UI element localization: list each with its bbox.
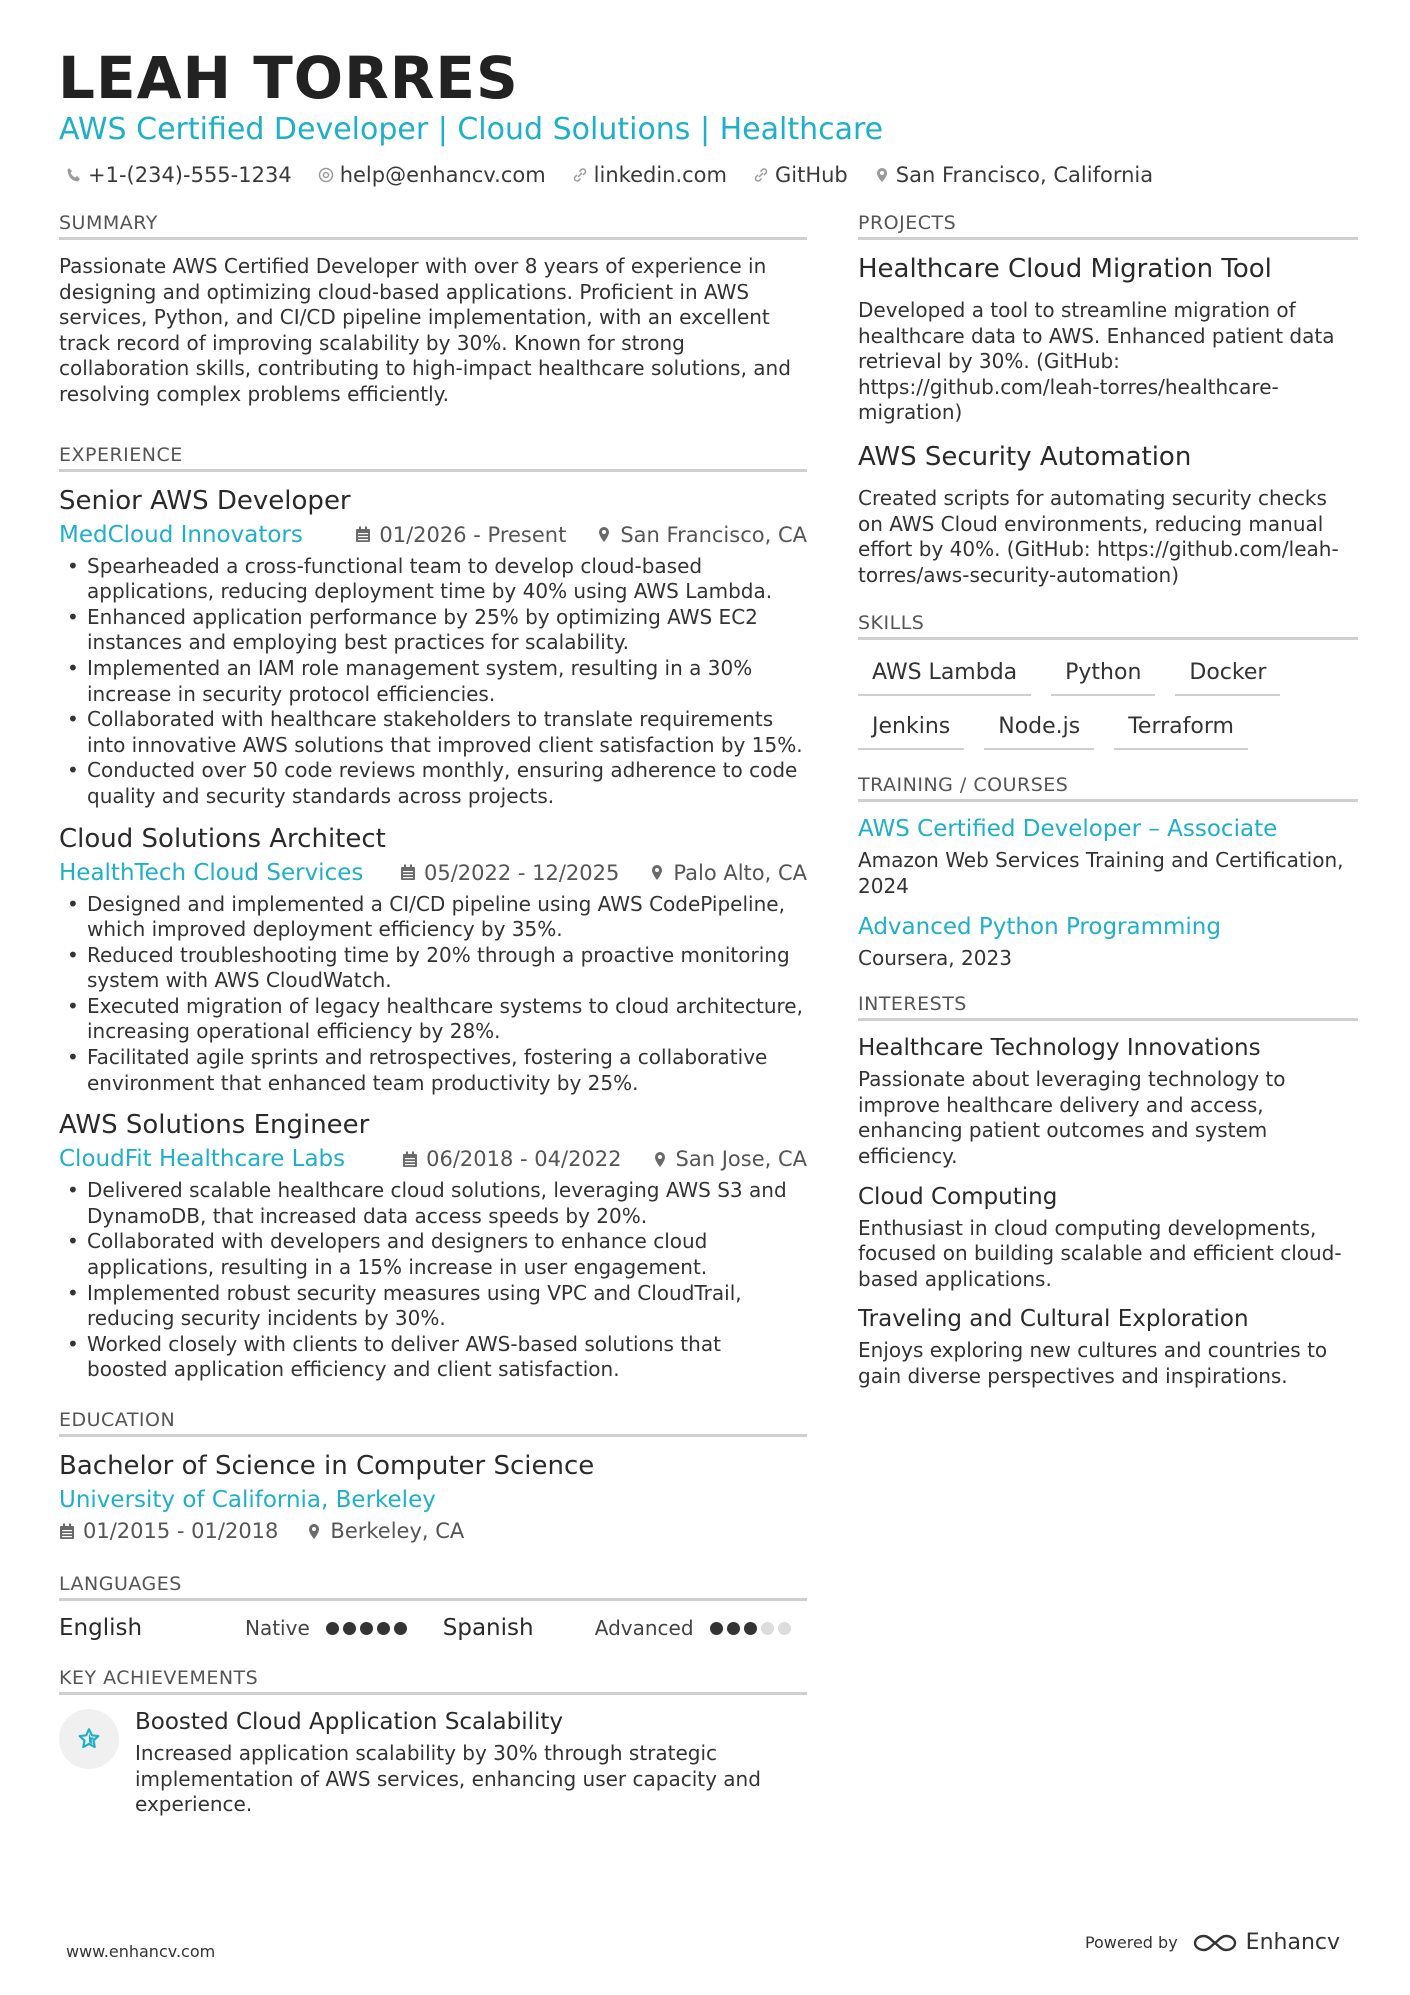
language-rating bbox=[710, 1622, 791, 1635]
job-company: HealthTech Cloud Services bbox=[59, 859, 364, 886]
location-icon bbox=[596, 526, 612, 543]
job-bullets bbox=[59, 1178, 807, 1383]
contact-linkedin-text: linkedin.com bbox=[593, 163, 727, 187]
contact-location bbox=[874, 163, 1153, 187]
job-bullet: • Worked closely with clients to deliver AWS-based solutions that boosted application efficiency and client satisfaction. bbox=[59, 1332, 807, 1383]
interest-text: Passionate about leveraging technology to improve healthcare delivery and access, enhancing patient outcomes and system efficiency. bbox=[858, 1067, 1286, 1168]
summary-heading: SUMMARY bbox=[59, 212, 807, 240]
language-level: Advanced bbox=[594, 1616, 694, 1640]
job-bullet: • Spearheaded a cross-functional team to develop cloud-based applications, reducing deployment time by 40% using AWS Lambda. bbox=[59, 554, 807, 605]
footer-branding bbox=[1085, 1930, 1340, 1955]
job-bullet: • Collaborated with developers and designers to enhance cloud applications, resulting in a 15% increase in user engagement. bbox=[59, 1229, 807, 1280]
job-bullet: • Executed migration of legacy healthcare systems to cloud architecture, increasing operational efficiency by 28%. bbox=[59, 994, 807, 1045]
rating-dot-empty bbox=[778, 1622, 791, 1635]
project-text: Developed a tool to streamline migration of healthcare data to AWS. Enhanced patient data retrieval by 30%. (GitHub: https://github.com/leah-torres/healthcare-migration) bbox=[858, 298, 1335, 425]
projects-heading: PROJECTS bbox=[858, 212, 1358, 240]
project-item bbox=[858, 442, 1358, 588]
job-dates-text: 06/2018 - 04/2022 bbox=[426, 1147, 622, 1172]
job-bullet: • Designed and implemented a CI/CD pipeline using AWS CodePipeline, which improved deployment efficiency by 35%. bbox=[59, 892, 807, 943]
contact-phone-text: +1-(234)-555-1234 bbox=[88, 163, 292, 187]
at-icon bbox=[318, 167, 334, 183]
education-location bbox=[306, 1519, 464, 1543]
contact-linkedin[interactable] bbox=[572, 163, 727, 187]
contact-email-text: help@enhancv.com bbox=[339, 163, 546, 187]
enhancv-logo-icon bbox=[1192, 1932, 1238, 1954]
job-location bbox=[652, 1147, 807, 1171]
job-dates bbox=[355, 523, 566, 547]
education-heading: EDUCATION bbox=[59, 1409, 807, 1437]
achievements-section bbox=[59, 1667, 807, 1818]
interest-title: Healthcare Technology Innovations bbox=[858, 1035, 1261, 1062]
job-bullet: • Delivered scalable healthcare cloud solutions, leveraging AWS S3 and DynamoDB, that increased data access speeds by 20%. bbox=[59, 1178, 807, 1229]
interest-item bbox=[858, 1306, 1358, 1389]
rating-dot-empty bbox=[761, 1622, 774, 1635]
job-location bbox=[596, 523, 807, 547]
project-text: Created scripts for automating security checks on AWS Cloud environments, reducing manual effort by 40%. (GitHub: https://github.com/leah-torres/aws-security-automation) bbox=[858, 485, 1339, 587]
interest-item bbox=[858, 1035, 1358, 1169]
achievements-heading: KEY ACHIEVEMENTS bbox=[59, 1667, 807, 1695]
job-meta-details bbox=[400, 861, 807, 885]
achievement-item bbox=[59, 1709, 807, 1818]
project-item bbox=[858, 254, 1358, 426]
training-heading: TRAINING / COURSES bbox=[858, 774, 1358, 802]
interest-item bbox=[858, 1184, 1358, 1293]
contact-phone bbox=[66, 163, 292, 187]
contact-github-text: GitHub bbox=[774, 163, 848, 187]
job-bullet: • Reduced troubleshooting time by 20% through a proactive monitoring system with AWS CloudWatch. bbox=[59, 943, 807, 994]
course-provider: Coursera, 2023 bbox=[858, 945, 1012, 970]
job-meta bbox=[59, 522, 807, 548]
rating-dot-filled bbox=[360, 1622, 373, 1635]
interest-title: Traveling and Cultural Exploration bbox=[858, 1306, 1249, 1333]
school-name: University of California, Berkeley bbox=[59, 1487, 436, 1513]
languages-section bbox=[59, 1573, 807, 1641]
job-company: CloudFit Healthcare Labs bbox=[59, 1146, 346, 1173]
brand-name: Enhancv bbox=[1245, 1930, 1340, 1955]
interests-heading: INTERESTS bbox=[858, 993, 1358, 1021]
star-icon bbox=[76, 1726, 102, 1752]
skill-tag: Python bbox=[1051, 654, 1155, 696]
language-rating bbox=[326, 1622, 407, 1635]
right-column bbox=[858, 212, 1358, 1411]
skill-tag: Docker bbox=[1175, 654, 1280, 696]
contact-email[interactable] bbox=[318, 163, 546, 187]
interest-text: Enjoys exploring new cultures and countries to gain diverse perspectives and inspirations. bbox=[858, 1338, 1328, 1388]
job-bullet: • Conducted over 50 code reviews monthly, ensuring adherence to code quality and security standards across projects. bbox=[59, 758, 807, 809]
course-title: Advanced Python Programming bbox=[858, 913, 1221, 940]
skill-tag: AWS Lambda bbox=[858, 654, 1031, 696]
job-title: Cloud Solutions Architect bbox=[59, 823, 386, 854]
skills-list bbox=[858, 654, 1358, 750]
candidate-name: LEAH TORRES bbox=[58, 44, 519, 112]
contact-bar bbox=[66, 163, 1153, 187]
skills-heading: SKILLS bbox=[858, 612, 1358, 640]
rating-dot-filled bbox=[710, 1622, 723, 1635]
language-level: Native bbox=[245, 1616, 310, 1640]
rating-dot-filled bbox=[744, 1622, 757, 1635]
job-dates-text: 01/2026 - Present bbox=[379, 522, 567, 547]
left-column bbox=[59, 212, 807, 1840]
job-location-text: San Jose, CA bbox=[675, 1147, 807, 1172]
job-meta-details bbox=[402, 1147, 807, 1171]
course-item bbox=[858, 816, 1358, 899]
summary-text: Passionate AWS Certified Developer with over 8 years of experience in designing and optimizing cloud-based applications. Proficient in AWS services, Python, and CI/CD pipeline implementation, with an excellent track record of improving scalability by 30%. Known for strong collaboration skills, contributing to high-impact healthcare solutions, and resolving complex problems efficiently. bbox=[59, 254, 791, 406]
course-provider: Amazon Web Services Training and Certification, 2024 bbox=[858, 848, 1344, 898]
achievement-body bbox=[135, 1709, 807, 1818]
location-icon bbox=[649, 864, 665, 881]
location-icon bbox=[652, 1151, 668, 1168]
education-dates bbox=[59, 1519, 278, 1543]
job-meta bbox=[59, 860, 807, 886]
job-dates bbox=[400, 861, 619, 885]
achievement-text: Increased application scalability by 30% through strategic implementation of AWS services, enhancing user capacity and experience. bbox=[135, 1741, 761, 1817]
rating-dot-filled bbox=[727, 1622, 740, 1635]
job-bullet: • Collaborated with healthcare stakeholders to translate requirements into innovative AWS solutions that improved client satisfaction by 15%. bbox=[59, 707, 807, 758]
languages-row bbox=[59, 1615, 807, 1641]
job-location-text: San Francisco, CA bbox=[620, 522, 807, 547]
job-bullet: • Implemented robust security measures using VPC and CloudTrail, reducing security incidents by 30%. bbox=[59, 1281, 807, 1332]
training-section bbox=[858, 774, 1358, 971]
skill-tag: Terraform bbox=[1114, 708, 1248, 750]
job-location-text: Palo Alto, CA bbox=[673, 860, 807, 885]
job-meta bbox=[59, 1146, 807, 1172]
job-dates bbox=[402, 1147, 621, 1171]
calendar-icon bbox=[355, 526, 371, 543]
course-item bbox=[858, 914, 1358, 972]
job-entry bbox=[59, 1110, 807, 1383]
skills-section bbox=[858, 612, 1358, 750]
job-bullet: • Enhanced application performance by 25% by optimizing AWS EC2 instances and employing best practices for scalability. bbox=[59, 605, 807, 656]
link-icon bbox=[753, 167, 769, 183]
rating-dot-filled bbox=[394, 1622, 407, 1635]
experience-section bbox=[59, 444, 807, 1383]
job-entry bbox=[59, 824, 807, 1097]
contact-github[interactable] bbox=[753, 163, 848, 187]
candidate-headline: AWS Certified Developer | Cloud Solutions | Healthcare bbox=[59, 112, 884, 147]
job-bullets bbox=[59, 892, 807, 1097]
job-bullet: • Implemented an IAM role management system, resulting in a 30% increase in security protocol efficiencies. bbox=[59, 656, 807, 707]
experience-heading: EXPERIENCE bbox=[59, 444, 807, 472]
interest-text: Enthusiast in cloud computing developments, focused on building scalable and efficient cloud-based applications. bbox=[858, 1215, 1342, 1291]
contact-location-text: San Francisco, California bbox=[895, 163, 1154, 187]
achievement-icon-wrap bbox=[59, 1709, 119, 1769]
job-title: Senior AWS Developer bbox=[59, 485, 351, 516]
languages-heading: LANGUAGES bbox=[59, 1573, 807, 1601]
education-meta bbox=[59, 1519, 807, 1543]
language-name: English bbox=[59, 1615, 143, 1641]
job-entry bbox=[59, 486, 807, 810]
job-bullet: • Facilitated agile sprints and retrospectives, fostering a collaborative environment that enhanced team productivity by 25%. bbox=[59, 1045, 807, 1096]
link-icon bbox=[572, 167, 588, 183]
calendar-icon bbox=[400, 864, 416, 881]
location-icon bbox=[306, 1523, 322, 1540]
job-title: AWS Solutions Engineer bbox=[59, 1110, 370, 1141]
rating-dot-filled bbox=[343, 1622, 356, 1635]
brand-logo[interactable] bbox=[1192, 1930, 1340, 1955]
education-section bbox=[59, 1409, 807, 1543]
phone-icon bbox=[66, 167, 82, 183]
degree-title: Bachelor of Science in Computer Science bbox=[59, 1451, 595, 1481]
job-meta-details bbox=[355, 523, 807, 547]
skill-tag: Jenkins bbox=[858, 708, 964, 750]
calendar-icon bbox=[402, 1151, 418, 1168]
rating-dot-filled bbox=[377, 1622, 390, 1635]
job-bullets bbox=[59, 554, 807, 810]
summary-section bbox=[59, 212, 807, 408]
rating-dot-filled bbox=[326, 1622, 339, 1635]
project-title: Healthcare Cloud Migration Tool bbox=[858, 254, 1272, 284]
job-dates-text: 05/2022 - 12/2025 bbox=[423, 860, 620, 885]
education-dates-text: 01/2015 - 01/2018 bbox=[83, 1519, 279, 1543]
interest-title: Cloud Computing bbox=[858, 1183, 1058, 1210]
job-company: MedCloud Innovators bbox=[59, 521, 303, 548]
footer-website[interactable]: www.enhancv.com bbox=[66, 1942, 216, 1961]
education-location-text: Berkeley, CA bbox=[330, 1519, 465, 1543]
projects-section bbox=[858, 212, 1358, 588]
location-icon bbox=[874, 167, 890, 183]
job-location bbox=[649, 861, 807, 885]
interests-section bbox=[858, 993, 1358, 1389]
language-name: Spanish bbox=[442, 1615, 534, 1641]
skill-tag: Node.js bbox=[984, 708, 1094, 750]
powered-by-label: Powered by bbox=[1084, 1933, 1178, 1952]
course-title: AWS Certified Developer – Associate bbox=[858, 816, 1278, 843]
calendar-icon bbox=[59, 1523, 75, 1540]
project-title: AWS Security Automation bbox=[858, 441, 1192, 472]
achievement-title: Boosted Cloud Application Scalability bbox=[135, 1709, 564, 1735]
